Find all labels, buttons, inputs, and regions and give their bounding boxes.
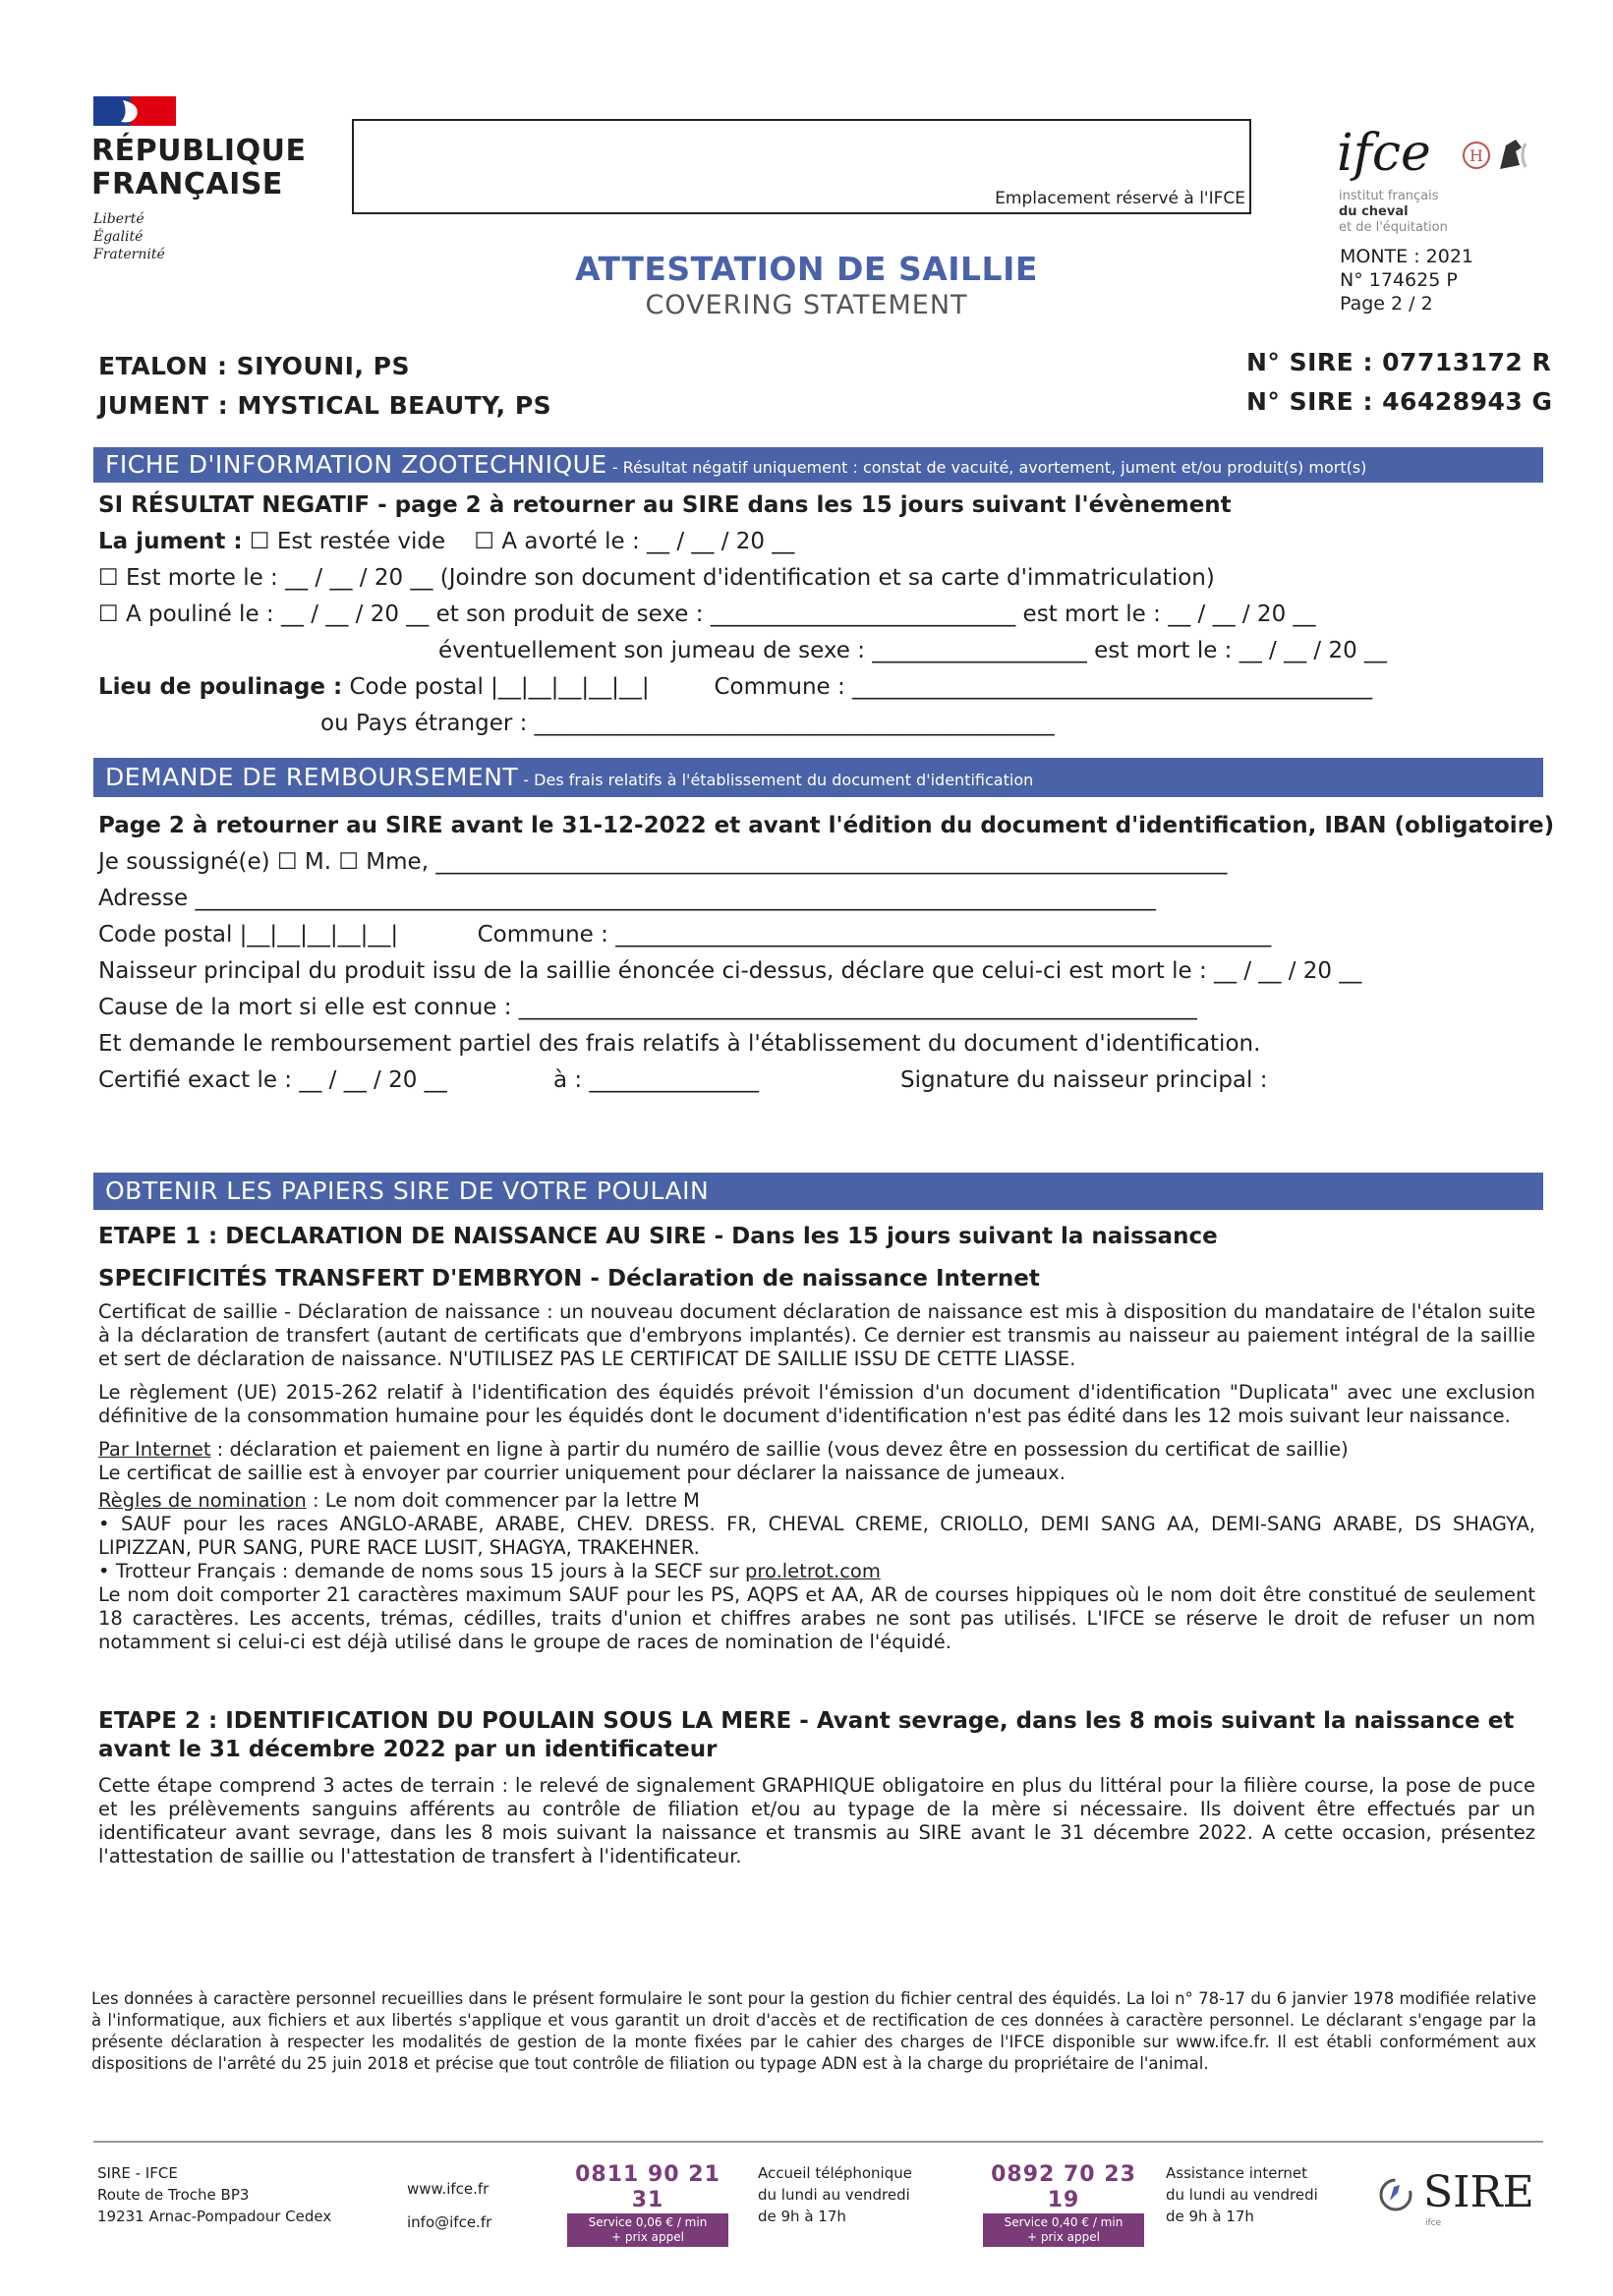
svg-text:H: H	[1469, 146, 1483, 165]
sire-logo-icon	[1376, 2173, 1419, 2216]
adresse-field[interactable]: Adresse _____________________________________________________________________________________	[98, 886, 1156, 911]
remboursement-heading: Page 2 à retourner au SIRE avant le 31-12-2022 et avant l'édition du document d'identification, IBAN (obligatoire)	[98, 813, 1555, 838]
phone-box-accueil	[567, 2162, 728, 2247]
commune-field[interactable]: Commune : __________________________________________________________	[477, 922, 1272, 947]
etape2-heading: ETAPE 2 : IDENTIFICATION DU POULAIN SOUS LA MERE - Avant sevrage, dans les 8 mois suivant la naissance et avant le 31 décembre 2022 par un identificateur	[98, 1708, 1515, 1762]
jumeau-line: éventuellement son jumeau de sexe : ___________________ est mort le : __ / __ / 20 __	[438, 638, 1388, 663]
letrot-link[interactable]: pro.letrot.com	[745, 1560, 881, 1582]
phone-assistance[interactable]: 0892 70 23 19	[991, 2162, 1136, 2212]
jument-options: La jument : ☐ Est restée vide ☐ A avorté le : __ / __ / 20 __	[98, 529, 795, 554]
ifce-horse-icon	[1461, 136, 1539, 175]
sire-etalon: N° SIRE : 07713172 R	[1246, 348, 1552, 376]
checkbox-pouline[interactable]: ☐	[98, 602, 119, 627]
cause-field[interactable]: Cause de la mort si elle est connue : ____________________________________________________________	[98, 995, 1197, 1020]
footer-mail-link[interactable]: info@ifce.fr	[407, 2213, 492, 2231]
page-subtitle: COVERING STATEMENT	[645, 290, 968, 320]
ifce-logo: ifce H institut français du cheval et de l'équitation	[1335, 122, 1541, 240]
lieu-a-field[interactable]: à : _______________	[553, 1067, 759, 1093]
morte-line: ☐ Est morte le : __ / __ / 20 __ (Joindre son document d'identification et sa carte d'immatriculation)	[98, 565, 1215, 591]
footer-web-link[interactable]: www.ifce.fr	[407, 2180, 490, 2198]
internet-line: Par Internet : déclaration et paiement en ligne à partir du numéro de saillie (vous devez être en possession du certificat de saillie)	[98, 1438, 1349, 1461]
lieu-poulinage: Lieu de poulinage : Code postal |__|__|__|__|__| Commune : ______________________________________________	[98, 674, 1373, 700]
etape2-paragraph: Cette étape comprend 3 actes de terrain : le relevé de signalement GRAPHIQUE obligatoire en plus du littéral pour la filière course, la pose de puce et les prélèvements sanguins afférents au contrôle de filiation et/ou au typage de la mère si nécessaire. Ils doivent être effectués par un identificateur avant sevrage, dans les 8 mois suivant la naissance et transmis au SIRE avant le 31 décembre 2022. A cette occasion, présentez l'attestation de saillie ou l'attestation de transfert à l'identificateur.	[98, 1774, 1535, 1867]
lieu-cp-field[interactable]: Code postal |__|__|__|__|__|	[349, 674, 650, 700]
zootech-heading: SI RÉSULTAT NEGATIF - page 2 à retourner au SIRE dans les 15 jours suivant l'évènement	[98, 492, 1232, 518]
phone-accueil[interactable]: 0811 90 21 31	[575, 2162, 720, 2212]
jument-name: JUMENT : MYSTICAL BEAUTY, PS	[98, 391, 552, 420]
checkbox-morte[interactable]: ☐	[98, 565, 119, 591]
phone-box-assistance	[983, 2162, 1144, 2247]
legal-notice: Les données à caractère personnel recueillies dans le présent formulaire le sont pour la gestion du fichier central des équidés. La loi n° 78-17 du 6 janvier 1978 modifiée relative à l'informatique, aux fichiers et aux libertés s'applique et vous garantit un droit d'accès et de rectification de ces données à caractère personnel. Le déclarant s'engage par la présente déclaration à respecter les modalités de gestion de la monte fixées par le cahier des charges de l'IFCE disponible sur www.ifce.fr. Il est établi conformément aux dispositions de l'arrêté du 25 juin 2018 et précise que tout contrôle de filiation ou typage ADN est à la charge du propriétaire de l'animal.	[91, 1989, 1536, 2073]
reserved-label: Emplacement réservé à l'IFCE	[995, 189, 1245, 208]
demande-line: Et demande le remboursement partiel des frais relatifs à l'établissement du document d'identification.	[98, 1031, 1261, 1057]
nom-paragraph: Le nom doit comporter 21 caractères maximum SAUF pour les PS, AQPS et AA, AR de courses hippiques où le nom doit être constitué de seulement 18 caractères. Les accents, trémas, cédilles, traits d'union et chiffres arabes ne sont pas utilisés. L'IFCE se réserve le droit de refuser un nom notamment si celui-ci est déjà utilisé dans le groupe de races de nomination de l'équidé.	[98, 1583, 1535, 1653]
soussigne-field[interactable]: Je soussigné(e) ☐ M. ☐ Mme, ______________________________________________________________________	[98, 849, 1228, 875]
pays-etranger-field[interactable]: ou Pays étranger : ______________________________________________	[320, 711, 1055, 736]
jumeaux-line: Le certificat de saillie est à envoyer par courrier uniquement pour déclarer la naissance de jumeaux.	[98, 1462, 1066, 1484]
trotteur-line: • Trotteur Français : demande de noms sous 15 jours à la SECF sur pro.letrot.com	[98, 1560, 881, 1582]
signature-label: Signature du naisseur principal :	[900, 1067, 1268, 1093]
reglement-paragraph: Le règlement (UE) 2015-262 relatif à l'identification des équidés prévoit l'émission d'un document d'identification "Duplicata" avec une exclusion définitive de la consommation humaine pour les équidés dont le document d'identification n'est pas édité dans les 12 mois suivant leur naissance.	[98, 1381, 1535, 1427]
etalon-name: ETALON : SIYOUNI, PS	[98, 352, 410, 380]
section-band-remboursement: DEMANDE DE REMBOURSEMENT - Des frais relatifs à l'établissement du document d'identification	[93, 758, 1543, 797]
monte-info: MONTE : 2021 N° 174625 P Page 2 / 2	[1340, 246, 1474, 315]
phone-assistance-desc: Assistance internet du lundi au vendredi de 9h à 17h	[1166, 2164, 1318, 2225]
certificat-paragraph: Certificat de saillie - Déclaration de naissance : un nouveau document déclaration de naissance est mis à disposition du mandataire de l'étalon suite à la déclaration de transfert (autant de certificats que d'embryons implantés). Ce dernier est transmis au naisseur au paiement intégral de la saillie et sert de déclaration de naissance. N'UTILISEZ PAS LE CERTIFICAT DE SAILLIE ISSU DE CETTE LIASSE.	[98, 1300, 1535, 1370]
page-title: ATTESTATION DE SAILLIE	[575, 250, 1038, 288]
checkbox-avorte[interactable]: ☐	[474, 529, 495, 554]
footer-divider	[93, 2141, 1543, 2143]
phone-accueil-tag: Service 0,06 € / min + prix appel	[567, 2213, 728, 2247]
marianne-flag-logo	[93, 96, 176, 126]
republique-motto: Liberté Égalité Fraternité	[93, 211, 165, 262]
transfert-heading: SPECIFICITÉS TRANSFERT D'EMBRYON - Déclaration de naissance Internet	[98, 1266, 1040, 1292]
cp-commune-line	[98, 920, 1271, 949]
section-band-zootechnique: FICHE D'INFORMATION ZOOTECHNIQUE - Résultat négatif uniquement : constat de vacuité, avortement, jument et/ou produit(s) mort(s)	[93, 447, 1543, 483]
checkbox-vide[interactable]: ☐	[249, 529, 270, 554]
lieu-commune-field[interactable]: Commune : ______________________________________________	[714, 674, 1373, 700]
regles-line: Règles de nomination : Le nom doit commencer par la lettre M	[98, 1489, 700, 1512]
pouline-line: ☐ A pouliné le : __ / __ / 20 __ et son produit de sexe : ___________________________ est mort le : __ / __ / 20 __	[98, 602, 1316, 627]
phone-assistance-tag: Service 0,40 € / min + prix appel	[983, 2213, 1144, 2247]
certifie-field[interactable]: Certifié exact le : __ / __ / 20 __	[98, 1067, 447, 1093]
republique-francaise: RÉPUBLIQUE FRANÇAISE	[91, 134, 307, 201]
ifce-reserved-box	[352, 119, 1251, 214]
sauf-line: • SAUF pour les races ANGLO-ARABE, ARABE, CHEV. DRESS. FR, CHEVAL CREME, CRIOLLO, DEMI SANG AA, DEMI-SANG ARABE, DS SHAGYA, LIPIZZAN, PUR SANG, PURE RACE LUSIT, SHAGYA, TRAKEHNER.	[98, 1513, 1535, 1559]
phone-accueil-desc: Accueil téléphonique du lundi au vendredi de 9h à 17h	[758, 2164, 912, 2225]
cp-field[interactable]: Code postal |__|__|__|__|__|	[98, 922, 399, 947]
etape1-heading: ETAPE 1 : DECLARATION DE NAISSANCE AU SIRE - Dans les 15 jours suivant la naissance	[98, 1224, 1218, 1249]
footer-address: SIRE - IFCE Route de Troche BP3 19231 Arnac-Pompadour Cedex	[97, 2164, 332, 2225]
sire-jument: N° SIRE : 46428943 G	[1246, 387, 1553, 416]
section-band-papiers: OBTENIR LES PAPIERS SIRE DE VOTRE POULAIN	[93, 1173, 1543, 1210]
naisseur-line: Naisseur principal du produit issu de la saillie énoncée ci-dessus, déclare que celui-ci est mort le : __ / __ / 20 __	[98, 958, 1362, 984]
footer-contact	[407, 2172, 491, 2239]
papiers-text-block-1	[98, 1300, 1535, 1654]
